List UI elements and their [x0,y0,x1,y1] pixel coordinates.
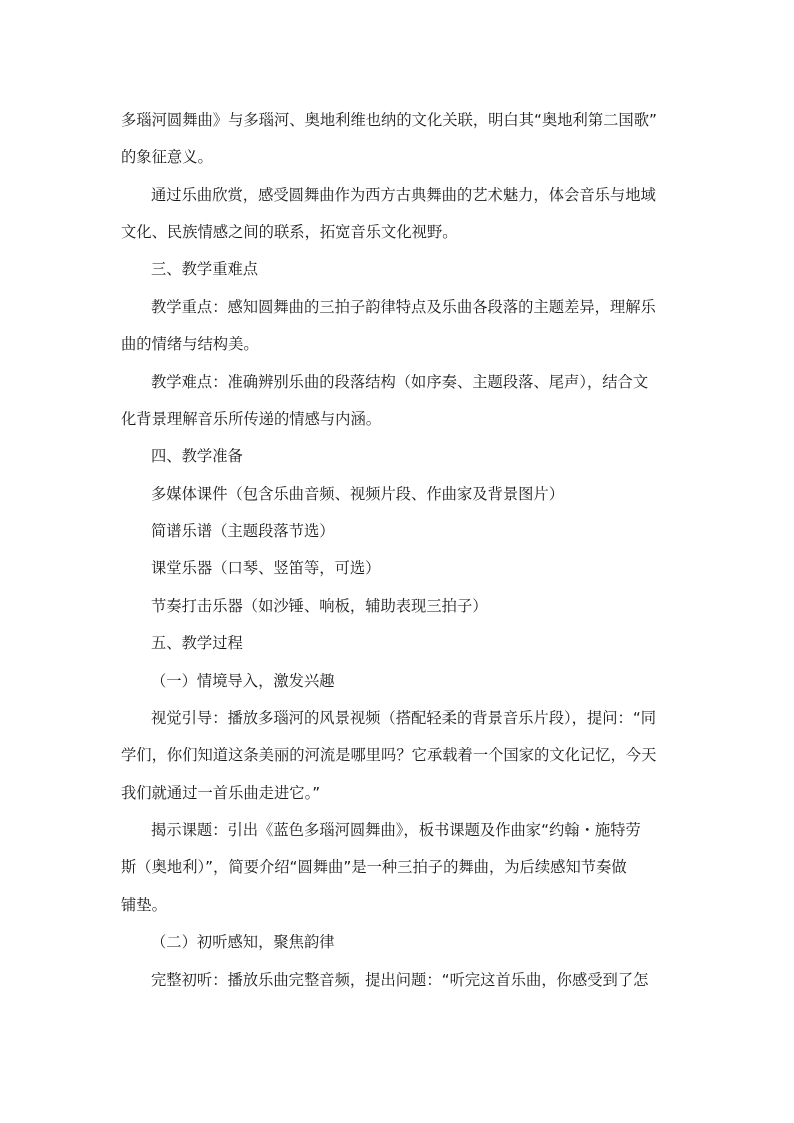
paragraph-line: 通过乐曲欣赏，感受圆舞曲作为西方古典舞曲的艺术魅力，体会音乐与地域 [151,186,656,204]
section-heading: 四、教学准备 [151,447,243,465]
paragraph-line: 完整初听：播放乐曲完整音频，提出问题：“听完这首乐曲，你感受到了怎 [151,971,649,989]
paragraph-line: 教学难点：准确辨别乐曲的段落结构（如序奏、主题段落、尾声），结合文 [151,373,649,391]
paragraph-line: 铺垫。 [121,896,167,914]
list-item: 节奏打击乐器（如沙锤、响板，辅助表现三拍子） [151,597,488,615]
list-item: 课堂乐器（口琴、竖笛等，可选） [151,559,381,577]
list-item: 多媒体课件（包含乐曲音频、视频片段、作曲家及背景图片） [151,485,565,503]
paragraph-line: 化背景理解音乐所传递的情感与内涵。 [121,410,382,428]
paragraph-line: 曲的情绪与结构美。 [121,335,259,353]
paragraph-line: 多瑙河圆舞曲》与多瑙河、奥地利维也纳的文化关联，明白其“奥地利第二国歌” [121,111,657,129]
paragraph-line: 教学重点：感知圆舞曲的三拍子韵律特点及乐曲各段落的主题差异，理解乐 [151,298,656,316]
section-heading: 三、教学重难点 [151,260,259,278]
paragraph-line: 学们，你们知道这条美丽的河流是哪里吗？它承载着一个国家的文化记忆，今天 [121,746,657,764]
paragraph-line: 斯（奥地利）”，简要介绍“圆舞曲”是一种三拍子的舞曲，为后续感知节奏做 [121,858,627,876]
paragraph-line: 文化、民族情感之间的联系，拓宽音乐文化视野。 [121,223,458,241]
list-item: 简谱乐谱（主题段落节选） [151,522,335,540]
subsection-heading: （二）初听感知，聚焦韵律 [151,933,335,951]
paragraph-line: 我们就通过一首乐曲走进它。” [121,784,321,802]
subsection-heading: （一）情境导入，激发兴趣 [151,672,335,690]
paragraph-line: 揭示课题：引出《蓝色多瑙河圆舞曲》，板书课题及作曲家“约翰・施特劳 [151,821,641,839]
paragraph-line: 视觉引导：播放多瑙河的风景视频（搭配轻柔的背景音乐片段），提问：“同 [151,709,657,727]
paragraph-line: 的象征意义。 [121,148,213,166]
section-heading: 五、教学过程 [151,634,243,652]
